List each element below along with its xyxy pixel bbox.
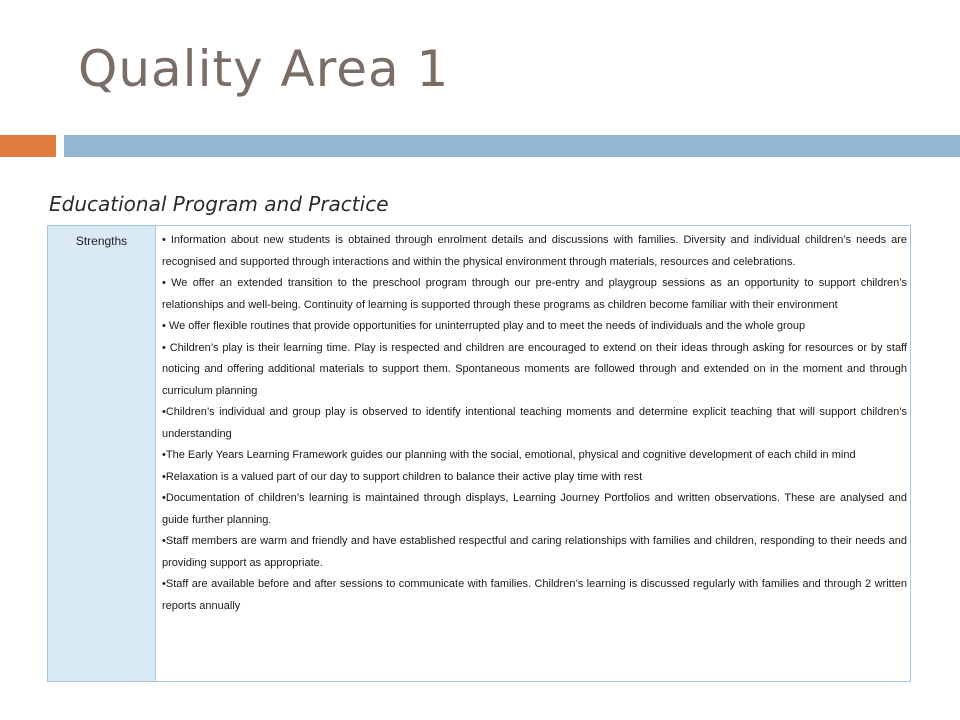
strength-item: •Relaxation is a valued part of our day to support children to balance their active play time with rest (162, 470, 643, 483)
strength-item: •The Early Years Learning Framework guides our planning with the social, emotional, physical and cognitive development of each child in mind (162, 449, 856, 461)
slide-title: Quality Area 1 (78, 40, 450, 98)
strength-item: • Children’s play is their learning time. Play is respected and children are encouraged to extend on their ideas through asking for resources or by staff noticing and offering additional materials to support them. Spontaneous moments are followed through and extended on in the moment and through curriculum planning (162, 341, 907, 397)
strength-item: •Documentation of children’s learning is maintained through displays, Learning Journey Portfolios and written observations. These are analysed and guide further planning. (162, 492, 907, 526)
strength-item: • We offer an extended transition to the preschool program through our pre-entry and playgroup sessions as an opportunity to support children’s relationships and well-being. Continuity of learning is supported through these programs as children become familiar with their environment (162, 277, 907, 311)
accent-bar (0, 135, 56, 157)
title-divider-bar (64, 135, 960, 157)
strength-item: •Children’s individual and group play is observed to identify intentional teaching moments and determine explicit teaching that will support children’s understanding (162, 406, 907, 440)
strengths-label: Strengths (48, 226, 156, 681)
strengths-content (156, 226, 910, 681)
strength-item: • Information about new students is obtained through enrolment details and discussions with families. Diversity and individual children’s needs are recognised and supported through interactions and within the physical environment through materials, resources and celebrations. (162, 234, 907, 268)
slide-subtitle: Educational Program and Practice (49, 192, 389, 216)
strength-item: • We offer flexible routines that provide opportunities for uninterrupted play and to meet the needs of individuals and the whole group (162, 320, 806, 332)
strength-item: •Staff members are warm and friendly and have established respectful and caring relationships with families and children, responding to their needs and providing support as appropriate. (162, 535, 907, 569)
strengths-table (47, 225, 911, 682)
strength-item: •Staff are available before and after sessions to communicate with families. Children’s learning is discussed regularly with families and through 2 written reports annually (162, 578, 907, 612)
